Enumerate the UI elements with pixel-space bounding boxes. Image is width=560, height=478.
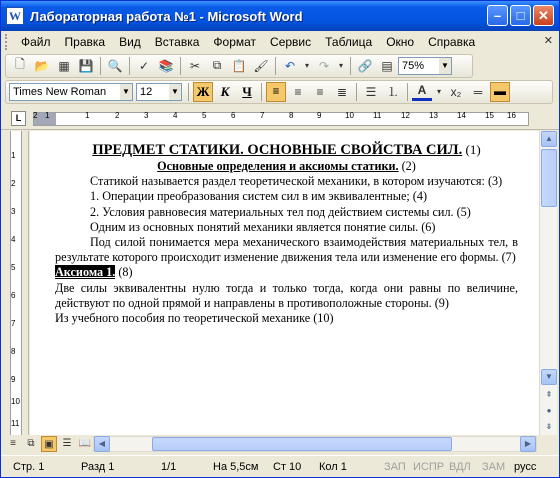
toolbar-separator [129,57,130,75]
ruler-number: 16 [507,111,516,120]
vruler-number: 7 [11,319,16,328]
ruler-strip[interactable] [33,112,529,126]
permission-icon[interactable]: ▦ [58,58,70,73]
paragraph-3[interactable]: Статикой называется раздел теоретической механики, в котором изучаются: (3) [90,174,503,189]
zoom-value: 75% [402,59,425,72]
menu-help[interactable]: Справка [428,35,476,49]
font-name-value: Times New Roman [13,85,107,98]
chevron-down-icon[interactable]: ▼ [169,84,181,100]
ruler-number: 1 [85,111,90,120]
doc-title-line[interactable] [55,141,518,159]
menu-table[interactable]: Таблица [325,35,373,49]
document-page[interactable] [30,131,539,435]
ruler-number: 7 [260,111,265,120]
doc-title[interactable]: ПРЕДМЕТ СТАТИКИ. ОСНОВНЫЕ СВОЙСТВА СИЛ. [92,142,463,158]
doc-subtitle-line[interactable] [55,159,518,174]
menu-bar [1,31,559,53]
research-icon[interactable]: 📚 [158,58,174,73]
formatting-toolbar [1,79,559,104]
redo-dropdown-icon[interactable]: ▾ [338,61,343,70]
align-right-icon[interactable]: ≡ [316,84,324,99]
tab-selector[interactable]: L [11,111,26,126]
word-app-icon[interactable]: W [6,7,24,25]
highlight-icon[interactable]: ▬ [490,82,510,102]
vruler-number: 8 [11,347,16,356]
ruler-number: 10 [345,111,354,120]
scroll-thumb[interactable] [541,149,557,207]
ruler-number: 13 [429,111,438,120]
vertical-ruler[interactable] [1,131,29,435]
status-extend[interactable]: ВДЛ [449,461,471,473]
title-bar[interactable] [1,1,559,31]
scroll-right-icon[interactable]: ▶ [520,436,536,452]
menu-file[interactable]: Файл [21,35,51,49]
insert-table-icon[interactable]: ▤ [381,58,393,73]
chevron-down-icon[interactable]: ▼ [120,84,132,100]
cut-icon[interactable]: ✂ [189,58,201,73]
redo-icon[interactable]: ↷ [318,58,330,73]
ruler-number: 12 [401,111,410,120]
ruler-number: 9 [317,111,322,120]
horizontal-scrollbar[interactable] [93,436,537,452]
vruler-number: 1 [11,151,16,160]
new-document-icon[interactable]: 🗋 [15,57,25,71]
paragraph-8-num[interactable]: (8) [115,265,133,280]
scroll-up-icon[interactable]: ▲ [541,131,557,147]
print-layout-icon[interactable]: ▣ [41,436,57,452]
prev-page-icon[interactable]: ⇞ [541,387,557,403]
status-rec[interactable]: ЗАП [384,461,406,473]
align-left-icon[interactable]: ≡ [266,82,286,102]
copy-icon[interactable]: ⧉ [212,58,222,72]
numbered-list-icon[interactable]: ⒈ [386,85,399,99]
maximize-button[interactable]: □ [510,5,531,26]
horizontal-line-icon[interactable]: ═ [473,84,483,99]
paragraph-10[interactable]: Из учебного пособия по теоретической механике (10) [55,311,334,326]
undo-dropdown-icon[interactable]: ▾ [304,61,309,70]
close-button[interactable]: ✕ [533,5,554,26]
vruler-strip [10,131,22,435]
status-position: На 5,5см [213,461,259,473]
menu-tools[interactable]: Сервис [270,35,312,49]
ruler-number: 5 [202,111,207,120]
ruler-number: 1 [45,111,50,120]
vertical-scrollbar[interactable] [539,131,557,435]
chevron-down-icon[interactable]: ▼ [439,58,451,74]
toolbar-separator [261,83,262,101]
insert-hyperlink-icon[interactable]: 🔗 [357,58,373,73]
menu-format[interactable]: Формат [213,35,257,49]
doc-subtitle-num[interactable]: (2) [398,159,416,173]
font-color-dropdown-icon[interactable]: ▾ [436,87,441,96]
ruler-number: 2 [115,111,120,120]
ruler-number: 8 [289,111,294,120]
paragraph-9[interactable]: Две силы эквивалентны нулю тогда и только тогда, когда они равны по величине, действуют по одной прямой и направлены в противоположные стороны. (9) [55,280,518,310]
align-center-icon[interactable]: ≡ [294,84,302,99]
subscript-icon[interactable]: x₂ [450,84,462,99]
selected-text[interactable]: Аксиома 1. [55,265,116,280]
reading-view-icon[interactable]: 📖 [78,438,92,449]
ruler-number: 4 [173,111,178,120]
paste-icon[interactable]: 📋 [231,58,247,73]
ruler-number: 3 [144,111,149,120]
ruler-number: 11 [373,111,382,120]
paragraph-4[interactable]: 1. Операции преобразования систем сил в им эквивалентные; (4) [90,189,428,204]
toolbar-separator [350,57,351,75]
toolbar-separator [100,57,101,75]
normal-view-icon[interactable]: ≡ [10,438,16,449]
web-view-icon[interactable]: ⧉ [27,438,35,449]
vruler-number: 5 [11,263,16,272]
paragraph-8[interactable] [55,265,518,280]
toolbar-separator [407,83,408,101]
menu-window[interactable]: Окно [386,35,415,49]
font-size-combo[interactable] [136,83,182,101]
status-bar [1,455,559,477]
save-icon[interactable]: 💾 [78,58,94,73]
font-size-value: 12 [140,85,153,98]
toolbar-separator [356,83,357,101]
font-color-icon[interactable]: A [412,83,432,101]
spelling-icon[interactable]: ✓ [138,58,150,73]
doc-close-icon[interactable]: ✕ [543,35,553,47]
ruler-number: 6 [231,111,236,120]
next-page-icon[interactable]: ⇟ [541,419,557,435]
toolbar-separator [180,57,181,75]
font-name-combo[interactable] [9,83,133,101]
horizontal-scroll-area [1,435,559,453]
menu-view[interactable]: Вид [119,35,141,49]
horizontal-ruler[interactable] [1,108,559,130]
status-line: Ст 10 [273,461,302,473]
align-justify-icon[interactable]: ≣ [336,84,348,99]
hscroll-thumb[interactable] [152,437,452,451]
paragraph-7[interactable]: Под силой понимается мера механического взаимодействия материальных тел, в результате которого происходит изменение движения тела или изменение его формы. (7) [55,235,518,265]
document-body[interactable] [55,141,518,326]
outline-view-icon[interactable]: ☰ [62,438,72,449]
menu-grip[interactable] [5,34,8,50]
status-page: Стр. 1 [13,461,45,473]
print-preview-icon[interactable]: 🔍 [107,58,123,73]
status-pages: 1/1 [161,461,177,473]
standard-toolbar [1,53,559,78]
italic-button[interactable]: К [220,83,230,99]
menu-insert[interactable]: Вставка [154,35,200,49]
ruler-number: 14 [457,111,466,120]
vruler-number: 3 [11,207,16,216]
vruler-number: 11 [11,419,20,428]
status-overtype[interactable]: ЗАМ [482,461,506,473]
doc-title-num[interactable]: (1) [462,142,481,157]
status-language: русс [514,461,537,473]
status-section: Разд 1 [81,461,115,473]
vruler-number: 6 [11,291,16,300]
toolbar-separator [275,57,276,75]
browse-object-icon[interactable]: ● [541,403,557,419]
view-buttons [5,436,95,452]
minimize-button[interactable]: – [487,5,508,26]
open-folder-icon[interactable]: 📂 [34,58,50,73]
toolbar-separator [188,83,189,101]
doc-subtitle[interactable]: Основные определения и аксиомы статики. [157,159,399,173]
scroll-left-icon[interactable]: ◀ [94,436,110,452]
vruler-number: 9 [11,375,16,384]
ruler-number: 2 [33,111,38,120]
bold-button[interactable]: Ж [193,82,213,102]
paragraph-5[interactable]: 2. Условия равновесия материальных тел под действием системы сил. (5) [90,204,471,219]
line-spacing-icon[interactable]: ☰ [365,84,377,99]
underline-button[interactable]: Ч [242,83,252,99]
zoom-combo[interactable] [398,57,452,75]
status-column: Кол 1 [319,461,347,473]
vruler-number: 10 [11,397,20,406]
scroll-down-icon[interactable]: ▼ [541,369,557,385]
undo-icon[interactable]: ↶ [284,58,296,73]
status-track[interactable]: ИСПР [413,461,445,473]
window-title: Лабораторная работа №1 - Microsoft Word [30,8,303,24]
menu-edit[interactable]: Правка [64,35,106,49]
ruler-number: 15 [485,111,494,120]
vruler-number: 4 [11,235,16,244]
vruler-number: 2 [11,179,16,188]
paragraph-6[interactable]: Одним из основных понятий механики является понятие силы. (6) [90,219,436,234]
format-painter-icon[interactable]: 🖌 [253,58,269,73]
